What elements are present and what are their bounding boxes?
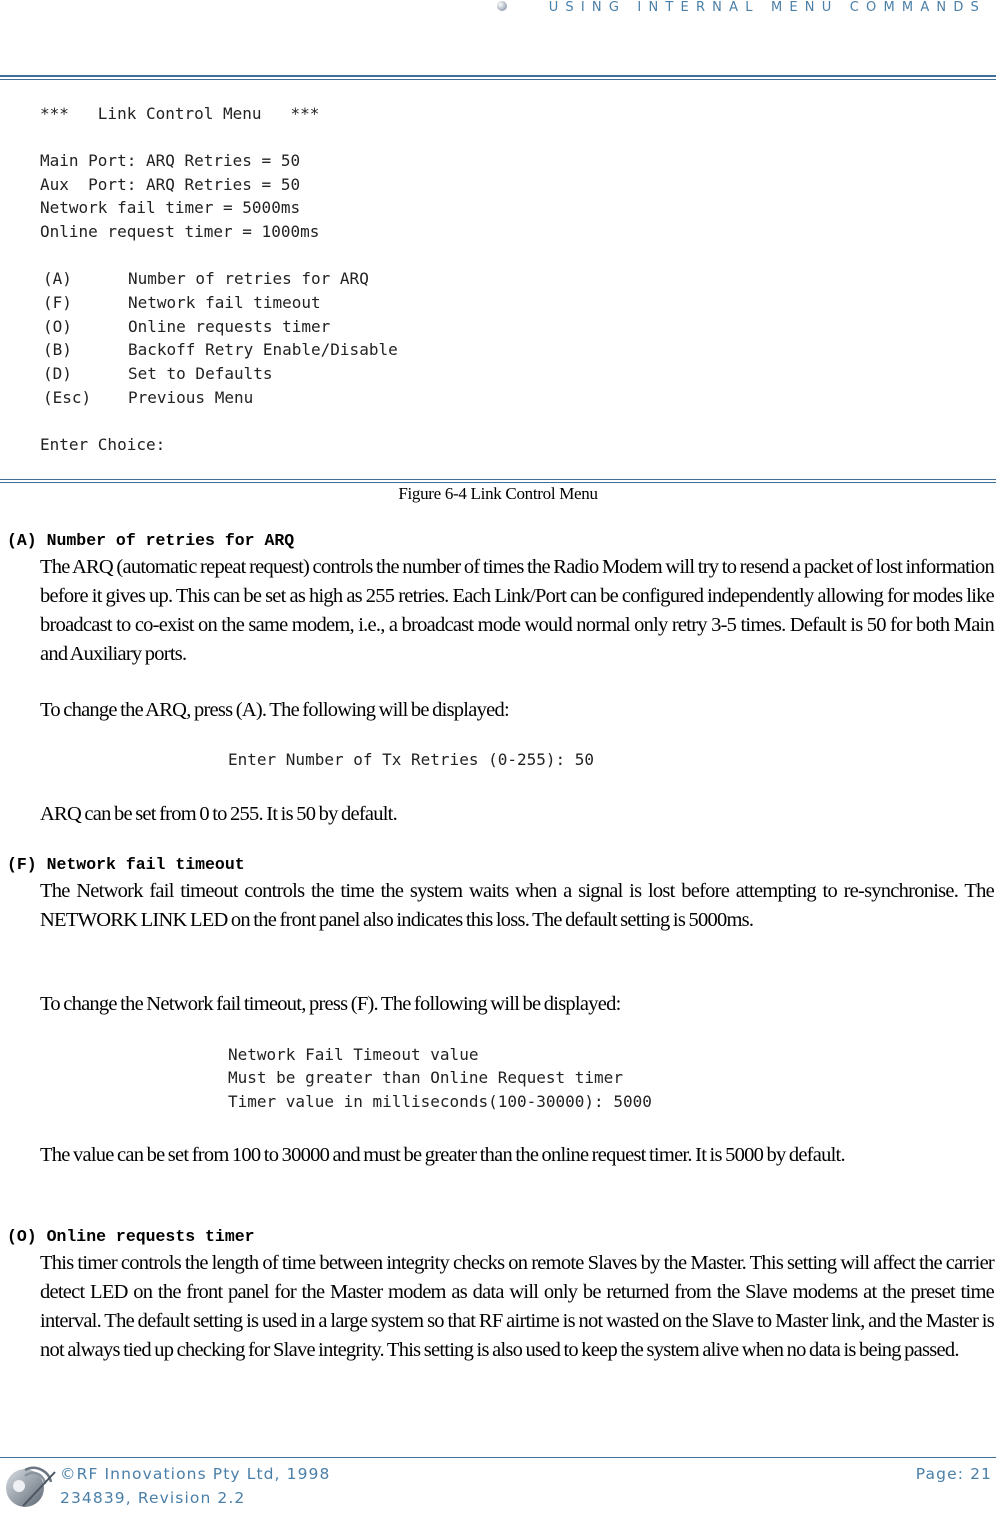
menu-option-label: Previous Menu <box>128 388 254 407</box>
status-line: Aux Port: ARQ Retries = 50 <box>40 175 301 194</box>
menu-option-label: Number of retries for ARQ <box>128 269 369 288</box>
footer-rule <box>0 1457 996 1458</box>
footer-copyright: ©RF Innovations Pty Ltd, 1998 <box>60 1465 331 1483</box>
header-rule-thin <box>0 79 996 80</box>
menu-title: *** Link Control Menu *** <box>40 104 320 123</box>
footer-doc-id: 234839, Revision 2.2 <box>60 1489 246 1507</box>
section-heading-online: (O) Online requests timer <box>7 1227 255 1246</box>
status-line: Main Port: ARQ Retries = 50 <box>40 151 301 170</box>
menu-option-key: (B) <box>43 340 72 359</box>
figure-rule <box>0 479 996 480</box>
menu-option-label: Network fail timeout <box>128 293 321 312</box>
menu-option-label: Backoff Retry Enable/Disable <box>128 340 398 359</box>
section-heading-network: (F) Network fail timeout <box>7 855 245 874</box>
header-bullet-icon <box>497 1 507 11</box>
menu-option-label: Online requests timer <box>128 317 331 336</box>
menu-option-key: (A) <box>43 269 72 288</box>
code-network-line: Timer value in milliseconds(100-30000): 5000 <box>228 1092 652 1111</box>
menu-option-label: Set to Defaults <box>128 364 273 383</box>
status-line: Network fail timer = 5000ms <box>40 198 301 217</box>
paragraph-network-description: The Network fail timeout controls the time the system waits when a signal is lost before attempting to re-synchronise. The NETWORK LINK LED on the front panel also indicates this loss. The default setting is 5000ms. <box>40 880 994 931</box>
paragraph-online-description: This timer controls the length of time between integrity checks on remote Slaves by the Master. This setting will affect the carrier detect LED on the front panel for the Master modem as data will only be returned from the Slave modems at the preset time interval. The default setting is used in a large system so that RF airtime is not wasted on the Slave to Master link, and the Master is not always tied up checking for Slave integrity. This setting is also used to keep the system alive when no data is being passed. <box>40 1252 994 1361</box>
code-network-line: Network Fail Timeout value <box>228 1045 479 1064</box>
figure-caption: Figure 6-4 Link Control Menu <box>398 484 598 503</box>
section-heading-arq: (A) Number of retries for ARQ <box>7 531 295 550</box>
paragraph-arq-range: ARQ can be set from 0 to 255. It is 50 by default. <box>40 803 398 825</box>
menu-prompt: Enter Choice: <box>40 435 166 454</box>
header-rule <box>0 75 996 77</box>
menu-option-key: (F) <box>43 293 72 312</box>
figure-rule-thin <box>0 482 996 483</box>
code-network-line: Must be greater than Online Request timer <box>228 1068 623 1087</box>
paragraph-network-instruction: To change the Network fail timeout, press (F). The following will be displayed: <box>40 993 621 1015</box>
paragraph-arq-description: The ARQ (automatic repeat request) controls the number of times the Radio Modem will try to resend a packet of lost information before it gives up. This can be set as high as 255 retries. Each Link/Port can be configured independently allowing for modes like broadcast to co-exist on the same modem, i.e., a broadcast mode would normal only retry 3-5 times. Default is 50 for both Main and Auxiliary ports. <box>40 556 994 665</box>
footer-page-number: Page: 21 <box>915 1465 992 1483</box>
paragraph-arq-instruction: To change the ARQ, press (A). The following will be displayed: <box>40 699 509 721</box>
menu-option-key: (Esc) <box>43 388 92 407</box>
status-line: Online request timer = 1000ms <box>40 222 320 241</box>
menu-option-key: (D) <box>43 364 72 383</box>
company-logo-icon <box>3 1462 57 1510</box>
header-title: USING INTERNAL MENU COMMANDS <box>548 0 986 15</box>
code-arq-prompt: Enter Number of Tx Retries (0-255): 50 <box>228 750 595 769</box>
paragraph-network-range: The value can be set from 100 to 30000 and must be greater than the online request timer. It is 5000 by default. <box>40 1144 845 1166</box>
menu-option-key: (O) <box>43 317 72 336</box>
